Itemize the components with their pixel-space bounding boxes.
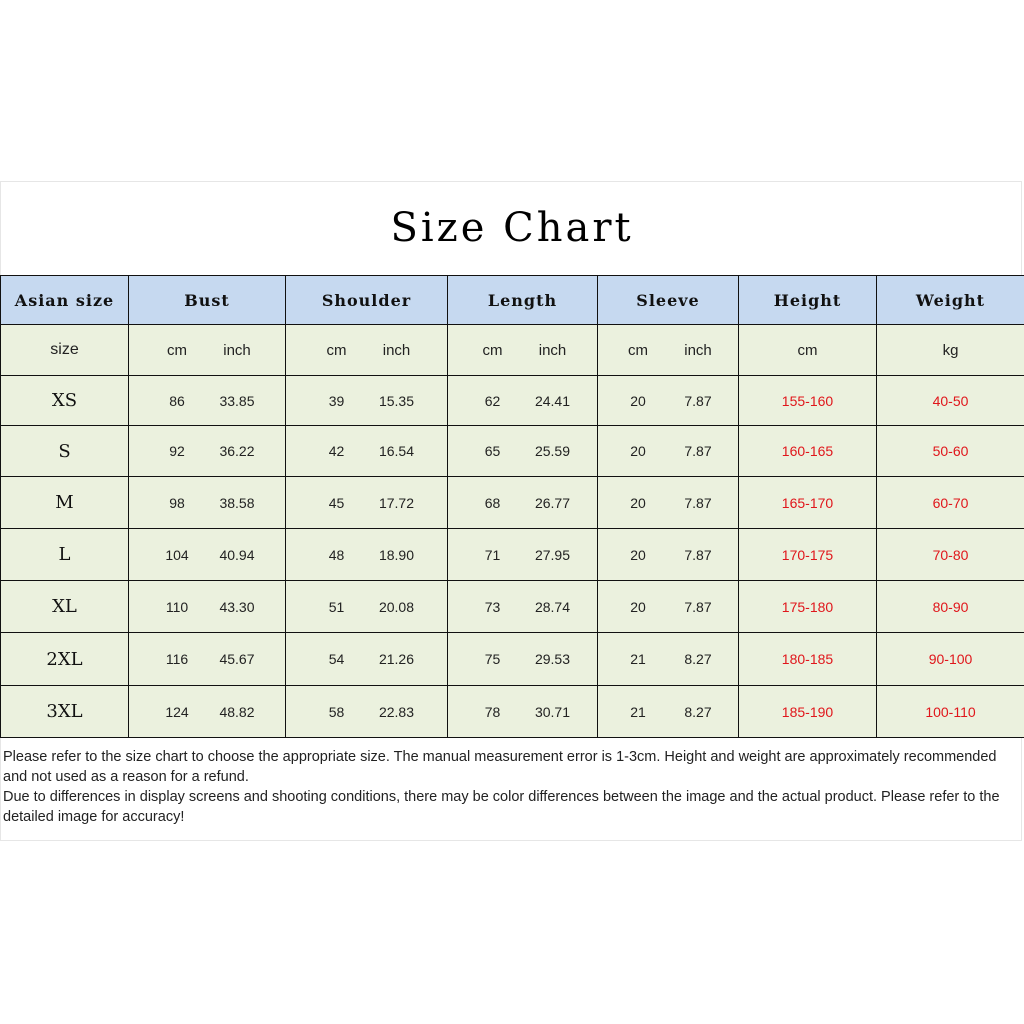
note-color: Due to differences in display screens and shooting conditions, there may be color differences between the image and the actual product. Please refer to the detailed image for accuracy! xyxy=(3,789,1000,825)
sleeve-cell-inch: 7.87 xyxy=(684,546,712,563)
bust-cell-inch: 48.82 xyxy=(219,703,255,720)
size-cell: XS xyxy=(1,376,129,426)
sleeve-cell xyxy=(598,376,739,426)
weight-cell: 70-80 xyxy=(877,529,1024,581)
height-cell: 160-165 xyxy=(739,426,877,477)
bust-cell-cm: 124 xyxy=(165,703,189,720)
size-cell: S xyxy=(1,426,129,477)
weight-cell: 80-90 xyxy=(877,581,1024,633)
bust-cell xyxy=(129,581,286,633)
weight-cell: 60-70 xyxy=(877,477,1024,529)
height-cell: 175-180 xyxy=(739,581,877,633)
sleeve-cell-cm: 21 xyxy=(630,703,646,720)
unit-cm: cm xyxy=(482,341,503,359)
weight-cell: 40-50 xyxy=(877,376,1024,426)
bust-cell-cm: 116 xyxy=(165,651,189,667)
sleeve-cell-inch: 7.87 xyxy=(684,494,712,511)
sleeve-cell-cm: 20 xyxy=(630,443,646,459)
bust-cell-cm: 92 xyxy=(169,443,185,459)
weight-cell: 90-100 xyxy=(877,633,1024,686)
shoulder-cell-inch: 22.83 xyxy=(378,703,415,720)
length-cell-inch: 30.71 xyxy=(534,703,571,720)
shoulder-cell-cm: 51 xyxy=(328,598,345,615)
sleeve-cell-inch: 7.87 xyxy=(684,598,712,615)
shoulder-cell xyxy=(286,376,448,426)
shoulder-cell-cm: 42 xyxy=(328,443,345,459)
header-shoulder: Shoulder xyxy=(286,276,448,325)
shoulder-cell xyxy=(286,529,448,581)
unit-inch: inch xyxy=(382,341,411,359)
length-cell-cm: 78 xyxy=(484,703,501,720)
shoulder-cell-cm: 48 xyxy=(328,546,345,563)
length-cell-inch: 28.74 xyxy=(534,598,571,615)
bust-cell xyxy=(129,376,286,426)
sleeve-cell xyxy=(598,426,739,477)
bust-cell-cm: 104 xyxy=(165,546,189,563)
header-height: Height xyxy=(739,276,877,325)
size-cell: 2XL xyxy=(1,633,129,686)
header-asian-size: Asian size xyxy=(1,276,129,325)
weight-cell: 50-60 xyxy=(877,426,1024,477)
sleeve-cell-cm: 20 xyxy=(630,392,646,409)
header-weight: Weight xyxy=(877,276,1024,325)
bust-cell-inch: 38.58 xyxy=(219,494,255,511)
shoulder-cell-inch: 18.90 xyxy=(378,546,415,563)
sleeve-cell xyxy=(598,633,739,686)
shoulder-cell xyxy=(286,581,448,633)
table-row xyxy=(1,477,1024,529)
size-rows xyxy=(1,376,1024,738)
height-cell: 185-190 xyxy=(739,686,877,738)
unit-length xyxy=(448,325,598,376)
shoulder-cell xyxy=(286,426,448,477)
unit-shoulder xyxy=(286,325,448,376)
length-cell-inch: 24.41 xyxy=(534,392,571,409)
length-cell-inch: 27.95 xyxy=(534,546,571,563)
size-cell: M xyxy=(1,477,129,529)
unit-cm: cm xyxy=(167,341,187,359)
table-row xyxy=(1,686,1024,738)
sleeve-cell-inch: 7.87 xyxy=(684,392,712,409)
bust-cell xyxy=(129,426,286,477)
note-refund: Please refer to the size chart to choose the appropriate size. The manual measurement error is 1-3cm. Height and weight are approximately recommended and not used as a reason for a refund. xyxy=(3,749,997,785)
bust-cell-cm: 110 xyxy=(165,598,189,615)
sleeve-cell xyxy=(598,529,739,581)
length-cell xyxy=(448,686,598,738)
size-table xyxy=(0,275,1024,738)
length-cell-cm: 75 xyxy=(484,651,501,667)
height-cell: 155-160 xyxy=(739,376,877,426)
sleeve-cell-cm: 21 xyxy=(630,651,646,667)
shoulder-cell xyxy=(286,633,448,686)
shoulder-cell-cm: 45 xyxy=(328,494,345,511)
shoulder-cell-inch: 15.35 xyxy=(378,392,415,409)
unit-inch: inch xyxy=(538,341,567,359)
shoulder-cell-cm: 39 xyxy=(328,392,345,409)
unit-height: cm xyxy=(739,325,877,376)
bust-cell-cm: 98 xyxy=(169,494,185,511)
sleeve-cell-cm: 20 xyxy=(630,546,646,563)
shoulder-cell-inch: 17.72 xyxy=(378,494,415,511)
length-cell xyxy=(448,529,598,581)
unit-inch: inch xyxy=(223,341,251,359)
bust-cell-cm: 86 xyxy=(169,392,185,409)
unit-size: size xyxy=(1,325,129,376)
length-cell-cm: 71 xyxy=(484,546,501,563)
bust-cell xyxy=(129,633,286,686)
bust-cell-inch: 40.94 xyxy=(219,546,255,563)
length-cell-cm: 68 xyxy=(484,494,501,511)
length-cell-inch: 25.59 xyxy=(534,443,571,459)
length-cell-cm: 73 xyxy=(484,598,501,615)
bust-cell-inch: 33.85 xyxy=(219,392,255,409)
length-cell xyxy=(448,376,598,426)
size-cell: 3XL xyxy=(1,686,129,738)
bust-cell xyxy=(129,529,286,581)
sleeve-cell-inch: 8.27 xyxy=(684,651,712,667)
sleeve-cell xyxy=(598,581,739,633)
height-cell: 165-170 xyxy=(739,477,877,529)
sleeve-cell-cm: 20 xyxy=(630,494,646,511)
table-row xyxy=(1,633,1024,686)
shoulder-cell-inch: 21.26 xyxy=(378,651,415,667)
height-cell: 170-175 xyxy=(739,529,877,581)
header-sleeve: Sleeve xyxy=(598,276,739,325)
header-bust: Bust xyxy=(129,276,286,325)
sleeve-cell xyxy=(598,686,739,738)
unit-weight: kg xyxy=(877,325,1024,376)
bust-cell-inch: 45.67 xyxy=(219,651,255,667)
sleeve-cell-inch: 7.87 xyxy=(684,443,712,459)
size-cell: L xyxy=(1,529,129,581)
length-cell-inch: 26.77 xyxy=(534,494,571,511)
sleeve-cell xyxy=(598,477,739,529)
table-row xyxy=(1,581,1024,633)
chart-title: Size Chart xyxy=(390,205,634,251)
table-row xyxy=(1,529,1024,581)
unit-cm: cm xyxy=(628,341,648,359)
table-row xyxy=(1,376,1024,426)
bust-cell xyxy=(129,477,286,529)
shoulder-cell-inch: 16.54 xyxy=(378,443,415,459)
shoulder-cell-cm: 54 xyxy=(328,651,345,667)
header-row xyxy=(1,276,1024,325)
height-cell: 180-185 xyxy=(739,633,877,686)
unit-cm: cm xyxy=(326,341,347,359)
length-cell xyxy=(448,633,598,686)
unit-sleeve xyxy=(598,325,739,376)
unit-inch: inch xyxy=(684,341,712,359)
bust-cell-inch: 36.22 xyxy=(219,443,255,459)
length-cell xyxy=(448,581,598,633)
sleeve-cell-inch: 8.27 xyxy=(684,703,712,720)
table-row xyxy=(1,426,1024,477)
weight-cell: 100-110 xyxy=(877,686,1024,738)
units-row xyxy=(1,325,1024,376)
bust-cell-inch: 43.30 xyxy=(219,598,255,615)
length-cell-cm: 65 xyxy=(484,443,501,459)
shoulder-cell-cm: 58 xyxy=(328,703,345,720)
shoulder-cell-inch: 20.08 xyxy=(378,598,415,615)
length-cell-cm: 62 xyxy=(484,392,501,409)
notes xyxy=(3,747,1024,827)
shoulder-cell xyxy=(286,477,448,529)
unit-bust xyxy=(129,325,286,376)
size-cell: XL xyxy=(1,581,129,633)
length-cell xyxy=(448,477,598,529)
sleeve-cell-cm: 20 xyxy=(630,598,646,615)
length-cell xyxy=(448,426,598,477)
length-cell-inch: 29.53 xyxy=(534,651,571,667)
bust-cell xyxy=(129,686,286,738)
header-length: Length xyxy=(448,276,598,325)
shoulder-cell xyxy=(286,686,448,738)
